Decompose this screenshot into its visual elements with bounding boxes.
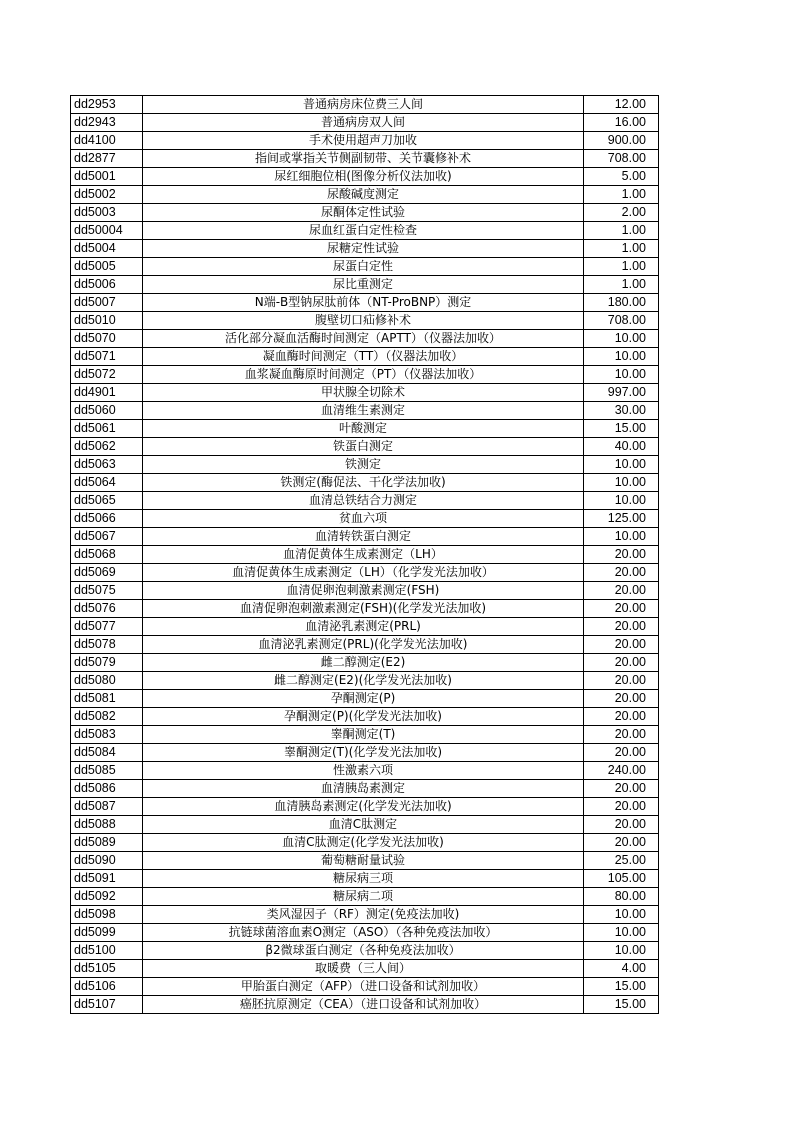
item-name-cell: 血清促黄体生成素测定（LH）（化学发光法加收） <box>143 564 584 582</box>
price-table <box>70 95 659 1014</box>
table-row <box>71 132 659 150</box>
item-price-cell: 40.00 <box>584 438 659 456</box>
item-code-cell: dd5084 <box>71 744 143 762</box>
item-price-cell: 5.00 <box>584 168 659 186</box>
item-code-cell: dd5107 <box>71 996 143 1014</box>
item-price-cell: 10.00 <box>584 366 659 384</box>
item-name-cell: 抗链球菌溶血素O测定（ASO）（各种免疫法加收） <box>143 924 584 942</box>
item-code-cell: dd5090 <box>71 852 143 870</box>
item-price-cell: 80.00 <box>584 888 659 906</box>
table-row <box>71 780 659 798</box>
table-row <box>71 762 659 780</box>
item-price-cell: 20.00 <box>584 744 659 762</box>
table-row <box>71 636 659 654</box>
item-code-cell: dd5072 <box>71 366 143 384</box>
item-code-cell: dd5076 <box>71 600 143 618</box>
item-code-cell: dd5064 <box>71 474 143 492</box>
item-price-cell: 10.00 <box>584 348 659 366</box>
table-row <box>71 474 659 492</box>
item-code-cell: dd5010 <box>71 312 143 330</box>
item-name-cell: 孕酮测定(P)(化学发光法加收) <box>143 708 584 726</box>
item-name-cell: 甲状腺全切除术 <box>143 384 584 402</box>
table-row <box>71 168 659 186</box>
item-price-cell: 12.00 <box>584 96 659 114</box>
item-name-cell: 血清转铁蛋白测定 <box>143 528 584 546</box>
table-row <box>71 978 659 996</box>
item-name-cell: 普通病房床位费三人间 <box>143 96 584 114</box>
item-name-cell: 腹壁切口疝修补术 <box>143 312 584 330</box>
item-price-cell: 4.00 <box>584 960 659 978</box>
item-price-cell: 20.00 <box>584 600 659 618</box>
item-name-cell: 类风湿因子（RF）测定(免疫法加收) <box>143 906 584 924</box>
table-row <box>71 366 659 384</box>
item-price-cell: 10.00 <box>584 906 659 924</box>
item-price-cell: 20.00 <box>584 564 659 582</box>
item-price-cell: 25.00 <box>584 852 659 870</box>
table-row <box>71 312 659 330</box>
item-price-cell: 10.00 <box>584 456 659 474</box>
item-price-cell: 20.00 <box>584 582 659 600</box>
item-code-cell: dd5098 <box>71 906 143 924</box>
table-row <box>71 870 659 888</box>
item-code-cell: dd5082 <box>71 708 143 726</box>
item-name-cell: 铁测定 <box>143 456 584 474</box>
item-price-cell: 20.00 <box>584 816 659 834</box>
item-price-cell: 1.00 <box>584 276 659 294</box>
item-code-cell: dd5078 <box>71 636 143 654</box>
item-price-cell: 15.00 <box>584 420 659 438</box>
item-price-cell: 20.00 <box>584 690 659 708</box>
item-price-cell: 16.00 <box>584 114 659 132</box>
table-row <box>71 726 659 744</box>
item-price-cell: 20.00 <box>584 636 659 654</box>
item-name-cell: 雌二醇测定(E2) <box>143 654 584 672</box>
table-row <box>71 222 659 240</box>
table-row <box>71 906 659 924</box>
item-name-cell: 凝血酶时间测定（TT）（仪器法加收） <box>143 348 584 366</box>
item-price-cell: 20.00 <box>584 672 659 690</box>
table-row <box>71 402 659 420</box>
item-price-cell: 2.00 <box>584 204 659 222</box>
item-name-cell: 铁测定(酶促法、干化学法加收) <box>143 474 584 492</box>
item-price-cell: 1.00 <box>584 240 659 258</box>
item-name-cell: 活化部分凝血活酶时间测定（APTT）（仪器法加收） <box>143 330 584 348</box>
item-name-cell: 睾酮测定(T)(化学发光法加收) <box>143 744 584 762</box>
table-row <box>71 240 659 258</box>
item-name-cell: 血清C肽测定(化学发光法加收) <box>143 834 584 852</box>
item-price-cell: 10.00 <box>584 492 659 510</box>
item-code-cell: dd5062 <box>71 438 143 456</box>
table-row <box>71 924 659 942</box>
item-code-cell: dd5079 <box>71 654 143 672</box>
item-price-cell: 20.00 <box>584 798 659 816</box>
item-name-cell: 血清维生素测定 <box>143 402 584 420</box>
item-price-cell: 997.00 <box>584 384 659 402</box>
item-name-cell: 糖尿病三项 <box>143 870 584 888</box>
item-code-cell: dd5006 <box>71 276 143 294</box>
table-row <box>71 708 659 726</box>
item-code-cell: dd5066 <box>71 510 143 528</box>
item-price-cell: 708.00 <box>584 150 659 168</box>
item-code-cell: dd2877 <box>71 150 143 168</box>
item-name-cell: 指间或掌指关节侧副韧带、关节囊修补术 <box>143 150 584 168</box>
item-code-cell: dd4901 <box>71 384 143 402</box>
table-row <box>71 672 659 690</box>
item-name-cell: β2微球蛋白测定（各种免疫法加收） <box>143 942 584 960</box>
item-code-cell: dd4100 <box>71 132 143 150</box>
item-code-cell: dd5002 <box>71 186 143 204</box>
item-code-cell: dd5092 <box>71 888 143 906</box>
item-price-cell: 10.00 <box>584 528 659 546</box>
table-row <box>71 258 659 276</box>
item-name-cell: 血清泌乳素测定(PRL)(化学发光法加收) <box>143 636 584 654</box>
item-price-cell: 1.00 <box>584 186 659 204</box>
item-code-cell: dd5004 <box>71 240 143 258</box>
table-row <box>71 582 659 600</box>
item-price-cell: 20.00 <box>584 654 659 672</box>
item-price-cell: 20.00 <box>584 618 659 636</box>
table-row <box>71 600 659 618</box>
item-code-cell: dd5085 <box>71 762 143 780</box>
item-name-cell: 血清胰岛素测定 <box>143 780 584 798</box>
item-price-cell: 240.00 <box>584 762 659 780</box>
table-row <box>71 960 659 978</box>
item-code-cell: dd5077 <box>71 618 143 636</box>
item-name-cell: 糖尿病二项 <box>143 888 584 906</box>
item-name-cell: 铁蛋白测定 <box>143 438 584 456</box>
table-row <box>71 546 659 564</box>
table-row <box>71 798 659 816</box>
item-code-cell: dd5099 <box>71 924 143 942</box>
item-price-cell: 125.00 <box>584 510 659 528</box>
item-code-cell: dd5005 <box>71 258 143 276</box>
table-row <box>71 834 659 852</box>
table-row <box>71 150 659 168</box>
table-row <box>71 528 659 546</box>
table-row <box>71 852 659 870</box>
item-code-cell: dd5086 <box>71 780 143 798</box>
item-code-cell: dd5069 <box>71 564 143 582</box>
item-name-cell: 尿比重测定 <box>143 276 584 294</box>
table-row <box>71 492 659 510</box>
item-name-cell: 贫血六项 <box>143 510 584 528</box>
item-name-cell: 孕酮测定(P) <box>143 690 584 708</box>
item-name-cell: 癌胚抗原测定（CEA）（进口设备和试剂加收） <box>143 996 584 1014</box>
table-body <box>71 96 659 1014</box>
item-code-cell: dd5105 <box>71 960 143 978</box>
item-price-cell: 1.00 <box>584 258 659 276</box>
item-name-cell: 血清促卵泡刺激素测定(FSH) <box>143 582 584 600</box>
item-code-cell: dd5075 <box>71 582 143 600</box>
item-code-cell: dd5080 <box>71 672 143 690</box>
item-code-cell: dd5083 <box>71 726 143 744</box>
item-name-cell: 叶酸测定 <box>143 420 584 438</box>
item-price-cell: 105.00 <box>584 870 659 888</box>
table-row <box>71 204 659 222</box>
item-name-cell: 性激素六项 <box>143 762 584 780</box>
item-code-cell: dd2943 <box>71 114 143 132</box>
item-name-cell: 尿蛋白定性 <box>143 258 584 276</box>
item-price-cell: 15.00 <box>584 996 659 1014</box>
item-name-cell: 尿血红蛋白定性检查 <box>143 222 584 240</box>
table-row <box>71 744 659 762</box>
item-price-cell: 20.00 <box>584 834 659 852</box>
table-row <box>71 654 659 672</box>
table-row <box>71 276 659 294</box>
table-row <box>71 186 659 204</box>
item-code-cell: dd5003 <box>71 204 143 222</box>
item-price-cell: 10.00 <box>584 474 659 492</box>
item-name-cell: 尿酮体定性试验 <box>143 204 584 222</box>
table-row <box>71 690 659 708</box>
item-price-cell: 180.00 <box>584 294 659 312</box>
item-price-cell: 10.00 <box>584 330 659 348</box>
table-row <box>71 96 659 114</box>
item-name-cell: 手术使用超声刀加收 <box>143 132 584 150</box>
item-code-cell: dd5061 <box>71 420 143 438</box>
item-price-cell: 900.00 <box>584 132 659 150</box>
item-name-cell: 取暖费（三人间） <box>143 960 584 978</box>
item-price-cell: 30.00 <box>584 402 659 420</box>
table-row <box>71 330 659 348</box>
table-row <box>71 294 659 312</box>
item-code-cell: dd5068 <box>71 546 143 564</box>
item-price-cell: 708.00 <box>584 312 659 330</box>
table-row <box>71 456 659 474</box>
table-row <box>71 510 659 528</box>
item-name-cell: 血清泌乳素测定(PRL) <box>143 618 584 636</box>
table-row <box>71 996 659 1014</box>
item-code-cell: dd5087 <box>71 798 143 816</box>
table-row <box>71 114 659 132</box>
item-code-cell: dd5060 <box>71 402 143 420</box>
item-name-cell: N端-B型钠尿肽前体（NT-ProBNP）测定 <box>143 294 584 312</box>
table-row <box>71 384 659 402</box>
table-row <box>71 816 659 834</box>
table-row <box>71 618 659 636</box>
item-name-cell: 血清C肽测定 <box>143 816 584 834</box>
item-code-cell: dd5067 <box>71 528 143 546</box>
item-code-cell: dd5100 <box>71 942 143 960</box>
item-code-cell: dd5081 <box>71 690 143 708</box>
item-price-cell: 20.00 <box>584 726 659 744</box>
item-code-cell: dd5007 <box>71 294 143 312</box>
item-price-cell: 1.00 <box>584 222 659 240</box>
table-row <box>71 888 659 906</box>
item-price-cell: 20.00 <box>584 546 659 564</box>
item-name-cell: 雌二醇测定(E2)(化学发光法加收) <box>143 672 584 690</box>
item-code-cell: dd5001 <box>71 168 143 186</box>
item-price-cell: 10.00 <box>584 924 659 942</box>
item-name-cell: 血清促卵泡刺激素测定(FSH)(化学发光法加收) <box>143 600 584 618</box>
item-code-cell: dd5106 <box>71 978 143 996</box>
item-price-cell: 20.00 <box>584 780 659 798</box>
item-code-cell: dd5088 <box>71 816 143 834</box>
item-code-cell: dd2953 <box>71 96 143 114</box>
item-name-cell: 血浆凝血酶原时间测定（PT）（仪器法加收） <box>143 366 584 384</box>
item-code-cell: dd5065 <box>71 492 143 510</box>
item-name-cell: 血清总铁结合力测定 <box>143 492 584 510</box>
table-row <box>71 942 659 960</box>
item-name-cell: 甲胎蛋白测定（AFP）（进口设备和试剂加收） <box>143 978 584 996</box>
table-row <box>71 348 659 366</box>
item-code-cell: dd50004 <box>71 222 143 240</box>
item-name-cell: 睾酮测定(T) <box>143 726 584 744</box>
table-row <box>71 438 659 456</box>
table-row <box>71 564 659 582</box>
item-name-cell: 葡萄糖耐量试验 <box>143 852 584 870</box>
item-name-cell: 血清胰岛素测定(化学发光法加收) <box>143 798 584 816</box>
item-code-cell: dd5071 <box>71 348 143 366</box>
item-price-cell: 10.00 <box>584 942 659 960</box>
item-name-cell: 血清促黄体生成素测定（LH） <box>143 546 584 564</box>
item-code-cell: dd5063 <box>71 456 143 474</box>
item-name-cell: 尿酸碱度测定 <box>143 186 584 204</box>
item-name-cell: 普通病房双人间 <box>143 114 584 132</box>
item-price-cell: 20.00 <box>584 708 659 726</box>
item-price-cell: 15.00 <box>584 978 659 996</box>
item-code-cell: dd5091 <box>71 870 143 888</box>
item-name-cell: 尿红细胞位相(图像分析仪法加收) <box>143 168 584 186</box>
item-name-cell: 尿糖定性试验 <box>143 240 584 258</box>
table-row <box>71 420 659 438</box>
item-code-cell: dd5089 <box>71 834 143 852</box>
item-code-cell: dd5070 <box>71 330 143 348</box>
